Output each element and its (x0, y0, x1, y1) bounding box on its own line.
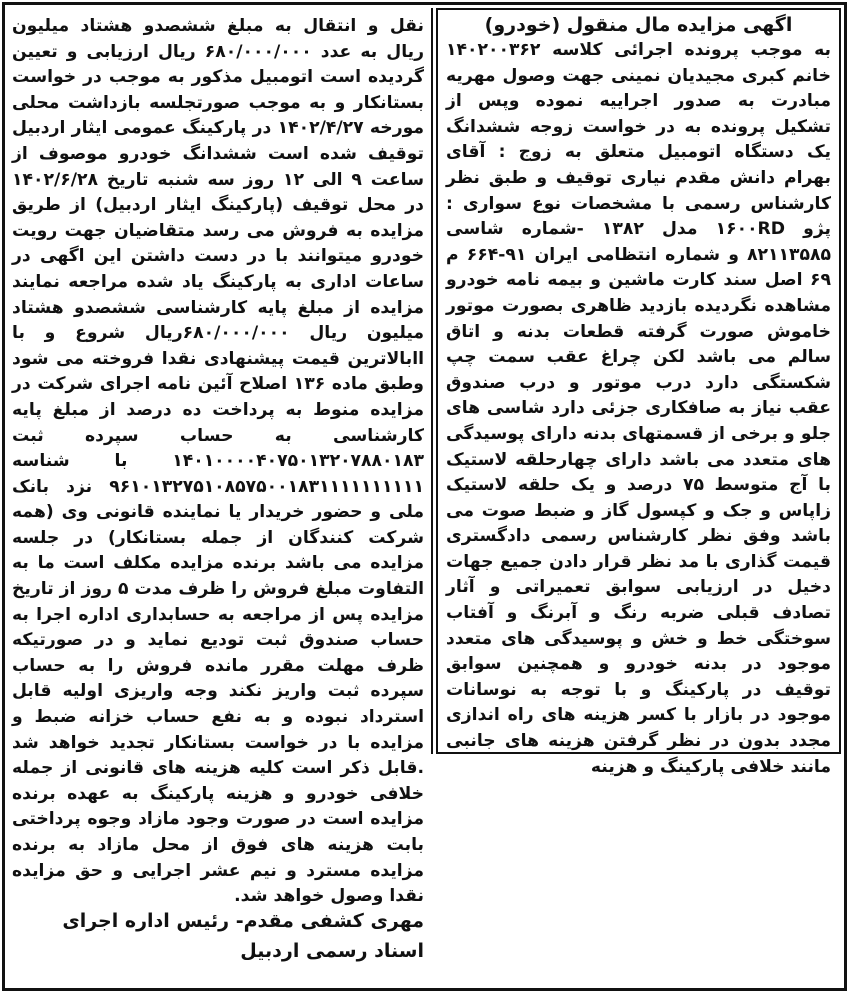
notice-title: اگهی مزایده مال منقول (خودرو) (484, 14, 793, 36)
notice-body-left-column: نقل و انتقال به مبلغ ششصدو هشتاد میلیون ریال به عدد ۶۸۰/۰۰۰/۰۰۰ ریال ارزیابی و تعیین گردیده است اتومبیل مذکور به موجب در خواست بستانکار و به موجب صورتجلسه بازداشت محلی مورخه ۱۴۰۲/۴/۲۷ در پارکینگ عمومی ایثار اردبیل توقیف شده است ششدانگ خودرو موصوف از ساعت ۹ الی ۱۲ روز سه شنبه تاریخ ۱۴۰۲/۶/۲۸ در محل توقیف (پارکینگ ایثار اردبیل) از طریق مزایده به فروش می رسد متقاضیان جهت رویت خودرو میتوانند با در دست داشتن این اگهی در ساعات اداری به پارکینگ یاد شده مراجعه نمایند مزایده از مبلغ پایه کارشناسی ششصدو هشتاد میلیون ریال ۶۸۰/۰۰۰/۰۰۰ریال شروع و با اابالاترین قیمت پیشنهادی نقدا فروخته می شود وطبق ماده ۱۳۶ اصلاح آئین نامه اجرای شرکت در مزایده منوط به پرداخت ده درصد از مبلغ پایه کارشناسی به حساب سپرده ثبت ۱۴۰۱۰۰۰۰۴۰۷۵۰۱۳۲۰۷۸۸۰۱۸۳ با شناسه ۹۶۱۰۱۳۲۷۵۱۰۸۵۷۵۰۰۱۸۳۱۱۱۱۱۱۱۱۱۱ نزد بانک ملی و حضور خریدار یا نماینده قانونی وی (همه شرکت کنندگان از جمله بستانکار) در جلسه مزایده می باشد برنده مزایده مکلف است ما به التفاوت مبلغ فروش را ظرف مدت ۵ روز از تاریخ مزایده پس از مراجعه به حسابداری اداره اجرا به حساب صندوق ثبت تودیع نماید و در صورتیکه ظرف مهلت مقرر مانده فروش را به حساب سپرده ثبت واریز نکند وجه واریزی اولیه قابل استرداد نبوده و به نفع حساب خزانه ضبط و مزایده با در خواست بستانکار تجدید خواهد شد .قابل ذکر است کلیه هزینه های قانونی از جمله خلافی خودرو و هزینه پارکینگ به عهده برنده مزایده است در صورت وجود مازاد وجوه پرداختی بابت هزینه های فوق از محل مازاد به برنده مزایده مسترد و نیم عشر اجرایی و حق مزایده نقدا وصول خواهد شد. (12, 16, 425, 907)
notice-body-right-column: به موجب پرونده اجرائی کلاسه ۱۴۰۲۰۰۳۶۲ خانم کبری مجیدیان نمینی جهت وصول مهریه مبادرت به صدور اجراییه نموده وپس از تشکیل پرونده به در خواست زوجه ششدانگ یک دستگاه اتومبیل متعلق به زوج : آقای بهرام دانش مقدم نیاری توقیف و طبق نظر کارشناس رسمی با مشخصات نوع سواری : پژو ۱۶۰۰RD مدل ۱۳۸۲ -شماره شاسی ۸۲۱۱۳۵۸۵ و شماره انتظامی ایران ۹۱-۶۶۴ م ۶۹ اصل سند کارت ماشین و بیمه نامه خودرو مشاهده نگردیده بازدید ظاهری بصورت موتور خاموش صورت گرفته قطعات بدنه و اتاق سالم می باشد لکن چراغ عقب سمت چپ شکستگی دارد درب موتور و درب صندوق عقب نیاز به صافکاری جزئی دارد شاسی های جلو و برخی از قسمتهای بدنه دارای پوسیدگی های متعدد می باشد دارای چهارحلقه لاستیک با آج متوسط ۷۵ درصد و یک حلقه لاستیک زاپاس و جک و کپسول گاز و ضبط صوت می باشد وفق نظر کارشناس رسمی دادگستری قیمت گذاری با مد نظر قرار دادن جمیع جهات دخیل در ارزیابی سوابق تعمیراتی و آثار تصادف قبلی ضربه رنگ و آبرنگ و آفتاب سوختگی خط و خش و پوسیدگی های متعدد موجود در بدنه خودرو و همچنین سوابق توقیف در پارکینگ و با توجه به نوسانات موجود در بازار با کسر هزینه های راه اندازی مجدد بدون در نظر گرفتن هزینه های جانبی مانند خلافی پارکینگ و هزینه (446, 40, 831, 777)
notice-signature: مهری کشفی مقدم- رئیس اداره اجرای اسناد رسمی اردبیل (62, 910, 424, 962)
column-divider (431, 8, 433, 754)
